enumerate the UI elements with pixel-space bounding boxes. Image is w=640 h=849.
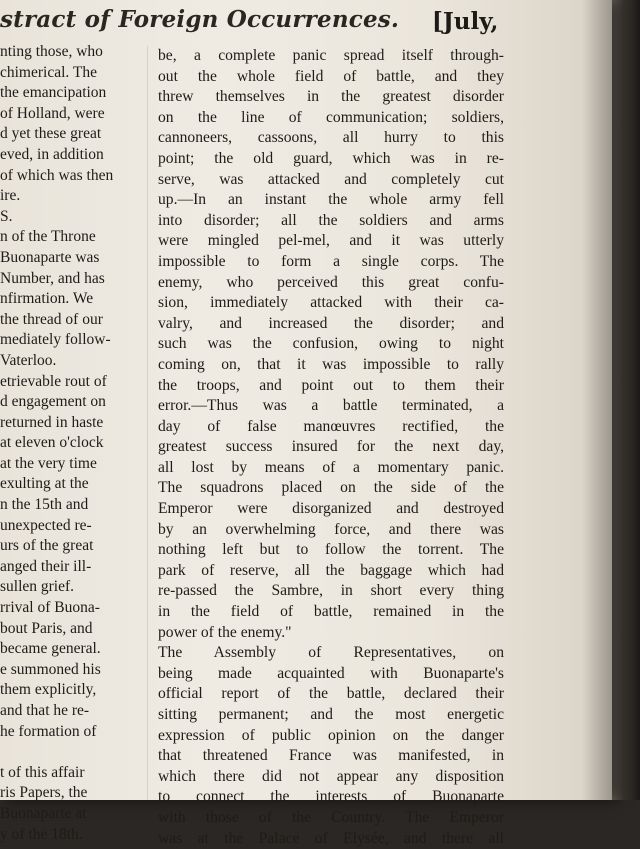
text-line: impossible to form a single corps. The xyxy=(158,252,504,270)
text-line: greatest success insured for the next day, xyxy=(158,438,504,456)
text-line: cannoneers, cassoons, all hurry to this xyxy=(158,129,504,147)
text-line: d yet these great xyxy=(0,125,102,143)
text-line: error.—Thus was a battle terminated, a xyxy=(158,397,504,415)
text-line: the emancipation xyxy=(0,84,107,102)
text-line: unexpected re- xyxy=(0,516,92,534)
text-line: at the very time xyxy=(0,454,97,472)
text-line: eved, in addition xyxy=(0,145,104,163)
text-line: The Assembly of Representatives, on xyxy=(158,644,504,662)
text-line: rrival of Buona- xyxy=(0,599,100,617)
text-line: nothing left but to follow the torrent. The xyxy=(158,541,504,559)
text-line: Buonaparte at xyxy=(0,804,87,822)
text-line: ire. xyxy=(0,187,21,205)
text-line: on the line of communication; soldiers, xyxy=(158,108,504,126)
text-line: Number, and has xyxy=(0,269,105,287)
text-line: re-passed the Sambre, in short every thing xyxy=(158,582,504,600)
text-line: valry, and increased the disorder; and xyxy=(158,314,504,332)
text-line: Emperor were disorganized and destroyed xyxy=(158,500,504,518)
text-line: sion, immediately attacked with their ca- xyxy=(158,294,504,312)
text-line: bout Paris, and xyxy=(0,619,93,637)
text-line: Vaterloo. xyxy=(0,351,57,369)
text-line: power of the enemy." xyxy=(158,623,292,641)
text-line: mediately follow- xyxy=(0,331,111,349)
text-line: was at the Palace of Elysée, and there all xyxy=(158,829,504,847)
left-column-text xyxy=(0,42,150,845)
page-header xyxy=(0,2,600,40)
right-column-text xyxy=(158,46,504,849)
text-line: point; the old guard, which was in re- xyxy=(158,149,504,167)
text-line: and that he re- xyxy=(0,702,90,719)
text-line: in the field of battle, remained in the xyxy=(158,603,504,621)
text-line: coming on, that it was impossible to rally xyxy=(158,355,504,373)
text-line: the troops, and point out to them their xyxy=(158,376,504,394)
text-line: the thread of our xyxy=(0,310,103,328)
text-line: returned in haste xyxy=(0,413,104,431)
running-date: [July, xyxy=(432,8,499,35)
text-line: chimerical. The xyxy=(0,63,97,81)
text-line: he formation of xyxy=(0,722,97,740)
text-line: nfirmation. We xyxy=(0,290,94,308)
text-line: out the whole field of battle, and they xyxy=(158,67,504,85)
text-line: of Holland, were xyxy=(0,104,105,122)
text-line: were mingled pel-mel, and it was utterly xyxy=(158,232,504,250)
text-line: e summoned his xyxy=(0,660,101,678)
text-line: park of reserve, all the baggage which had xyxy=(158,561,504,579)
text-line: up.—In an instant the whole army fell xyxy=(158,191,504,209)
text-line: became general. xyxy=(0,640,101,658)
text-line: urs of the great xyxy=(0,537,94,555)
running-title: stract of Foreign Occurrences. xyxy=(0,6,400,33)
text-line: threw themselves in the greatest disorder xyxy=(158,88,504,106)
text-line: n the 15th and xyxy=(0,496,89,514)
text-line: that threatened France was manifested, in xyxy=(158,747,504,765)
text-line: The squadrons placed on the side of the xyxy=(158,479,504,497)
text-line: S. xyxy=(0,207,13,225)
text-line: which there did not appear any disposition xyxy=(158,767,504,785)
text-line: day of false manœuvres rectified, the xyxy=(158,417,504,435)
text-line: ris Papers, the xyxy=(0,784,88,802)
text-line: etrievable rout of xyxy=(0,372,107,390)
text-line: anged their ill- xyxy=(0,557,92,575)
text-line: at eleven o'clock xyxy=(0,434,104,452)
text-line: with those of the Country. The Emperor xyxy=(158,808,504,826)
text-line: to connect the interests of Buonaparte xyxy=(158,788,504,806)
text-line: by an overwhelming force, and there was xyxy=(158,520,504,538)
text-line: enemy, who perceived this great confu- xyxy=(158,273,504,291)
text-line: t of this affair xyxy=(0,763,85,781)
text-line: official report of the battle, declared their xyxy=(158,685,504,703)
text-line: y of the 18th. xyxy=(0,825,83,843)
text-line: Buonaparte was xyxy=(0,248,100,266)
text-line: be, a complete panic spread itself through- xyxy=(158,47,504,64)
book-edge xyxy=(612,0,640,800)
text-line: them explicitly, xyxy=(0,681,97,699)
text-line: n of the Throne xyxy=(0,228,96,246)
text-line: sullen grief. xyxy=(0,578,75,596)
text-line: expression of public opinion on the danger xyxy=(158,726,504,744)
text-line: into disorder; all the soldiers and arms xyxy=(158,211,504,229)
text-line: exulting at the xyxy=(0,475,89,493)
text-line xyxy=(0,742,150,763)
text-line: such was the confusion, owing to night xyxy=(158,335,504,353)
text-line: nting those, who xyxy=(0,43,103,60)
text-line: d engagement on xyxy=(0,393,106,411)
text-line: serve, was attacked and completely cut xyxy=(158,170,504,188)
text-line: all lost by means of a momentary panic. xyxy=(158,458,504,476)
text-line: sitting permanent; and the most energetic xyxy=(158,706,504,723)
text-line: of which was then xyxy=(0,166,114,184)
text-line: being made acquainted with Buonaparte's xyxy=(158,664,504,682)
